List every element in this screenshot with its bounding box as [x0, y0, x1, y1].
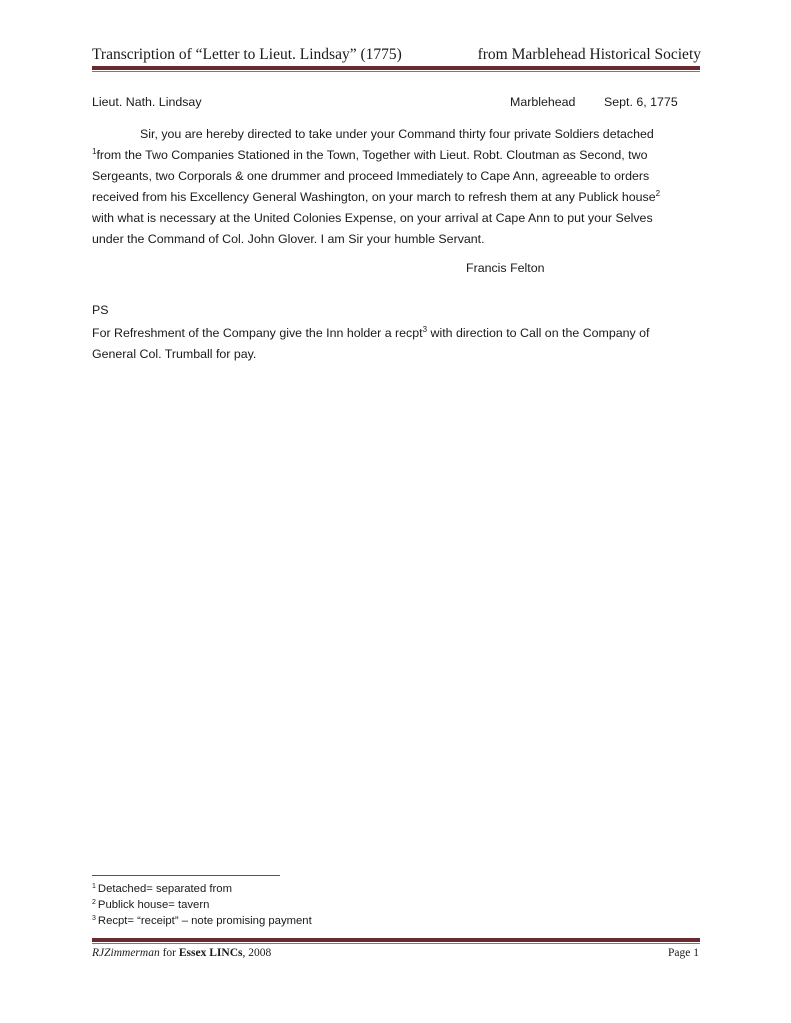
header-rule [92, 66, 700, 72]
letter-body [92, 124, 698, 250]
footnote-ref[interactable]: 3 [422, 325, 428, 334]
letter-heading [92, 92, 686, 113]
footer-rule [92, 938, 700, 944]
footer-credit: RJZimmerman for Essex LINCs, 2008 [92, 947, 272, 959]
ps-label: PS [92, 303, 109, 317]
signature: Francis Felton [466, 261, 545, 275]
page-number: Page 1 [668, 947, 699, 959]
body-line: Sergeants, two Corporals & one drummer and proceed Immediately to Cape Ann, agreeable to orders [92, 169, 650, 183]
footnote: $^3$ Recpt= “receipt” – note promising payment [92, 915, 312, 927]
body-line: Sir, you are hereby directed to take under your Command thirty four private Soldiers detached [140, 127, 654, 141]
body-line: with what is necessary at the United Colonies Expense, on your arrival at Cape Ann to put your Selves [92, 211, 653, 225]
ps-line: General Col. Trumball for pay. [92, 347, 257, 361]
ps-body [92, 323, 698, 365]
footnotes [92, 881, 312, 929]
footnote: $^2$ Publick house= tavern [92, 899, 210, 911]
page-footer [92, 945, 699, 961]
footer-org: Essex LINCs [178, 947, 243, 959]
body-line: received from his Excellency General Washington, on your march to refresh them at any Publick house$^2$ [92, 189, 661, 204]
body-line: $^1$from the Two Companies Stationed in the Town, Together with Lieut. Robt. Cloutman as Second, two [92, 147, 648, 162]
letter-place: Marblehead [510, 95, 576, 109]
document-title: Transcription of “Letter to Lieut. Lindsay” (1775) [92, 46, 402, 63]
footnote-ref[interactable]: 1 [92, 147, 97, 156]
document-source: from Marblehead Historical Society [477, 46, 701, 63]
addressee: Lieut. Nath. Lindsay [92, 95, 202, 109]
footnote-ref[interactable]: 2 [655, 189, 661, 198]
ps-line: For Refreshment of the Company give the Inn holder a recpt$^3$ with direction to Call on the Company of [92, 325, 650, 340]
letter-date: Sept. 6, 1775 [604, 95, 678, 109]
page-header [92, 46, 701, 64]
body-line: under the Command of Col. John Glover. I am Sir your humble Servant. [92, 232, 485, 246]
footnote-separator [92, 875, 280, 876]
footnote: $^1$ Detached= separated from [92, 883, 232, 895]
footer-author: RJZimmerman [92, 947, 160, 959]
